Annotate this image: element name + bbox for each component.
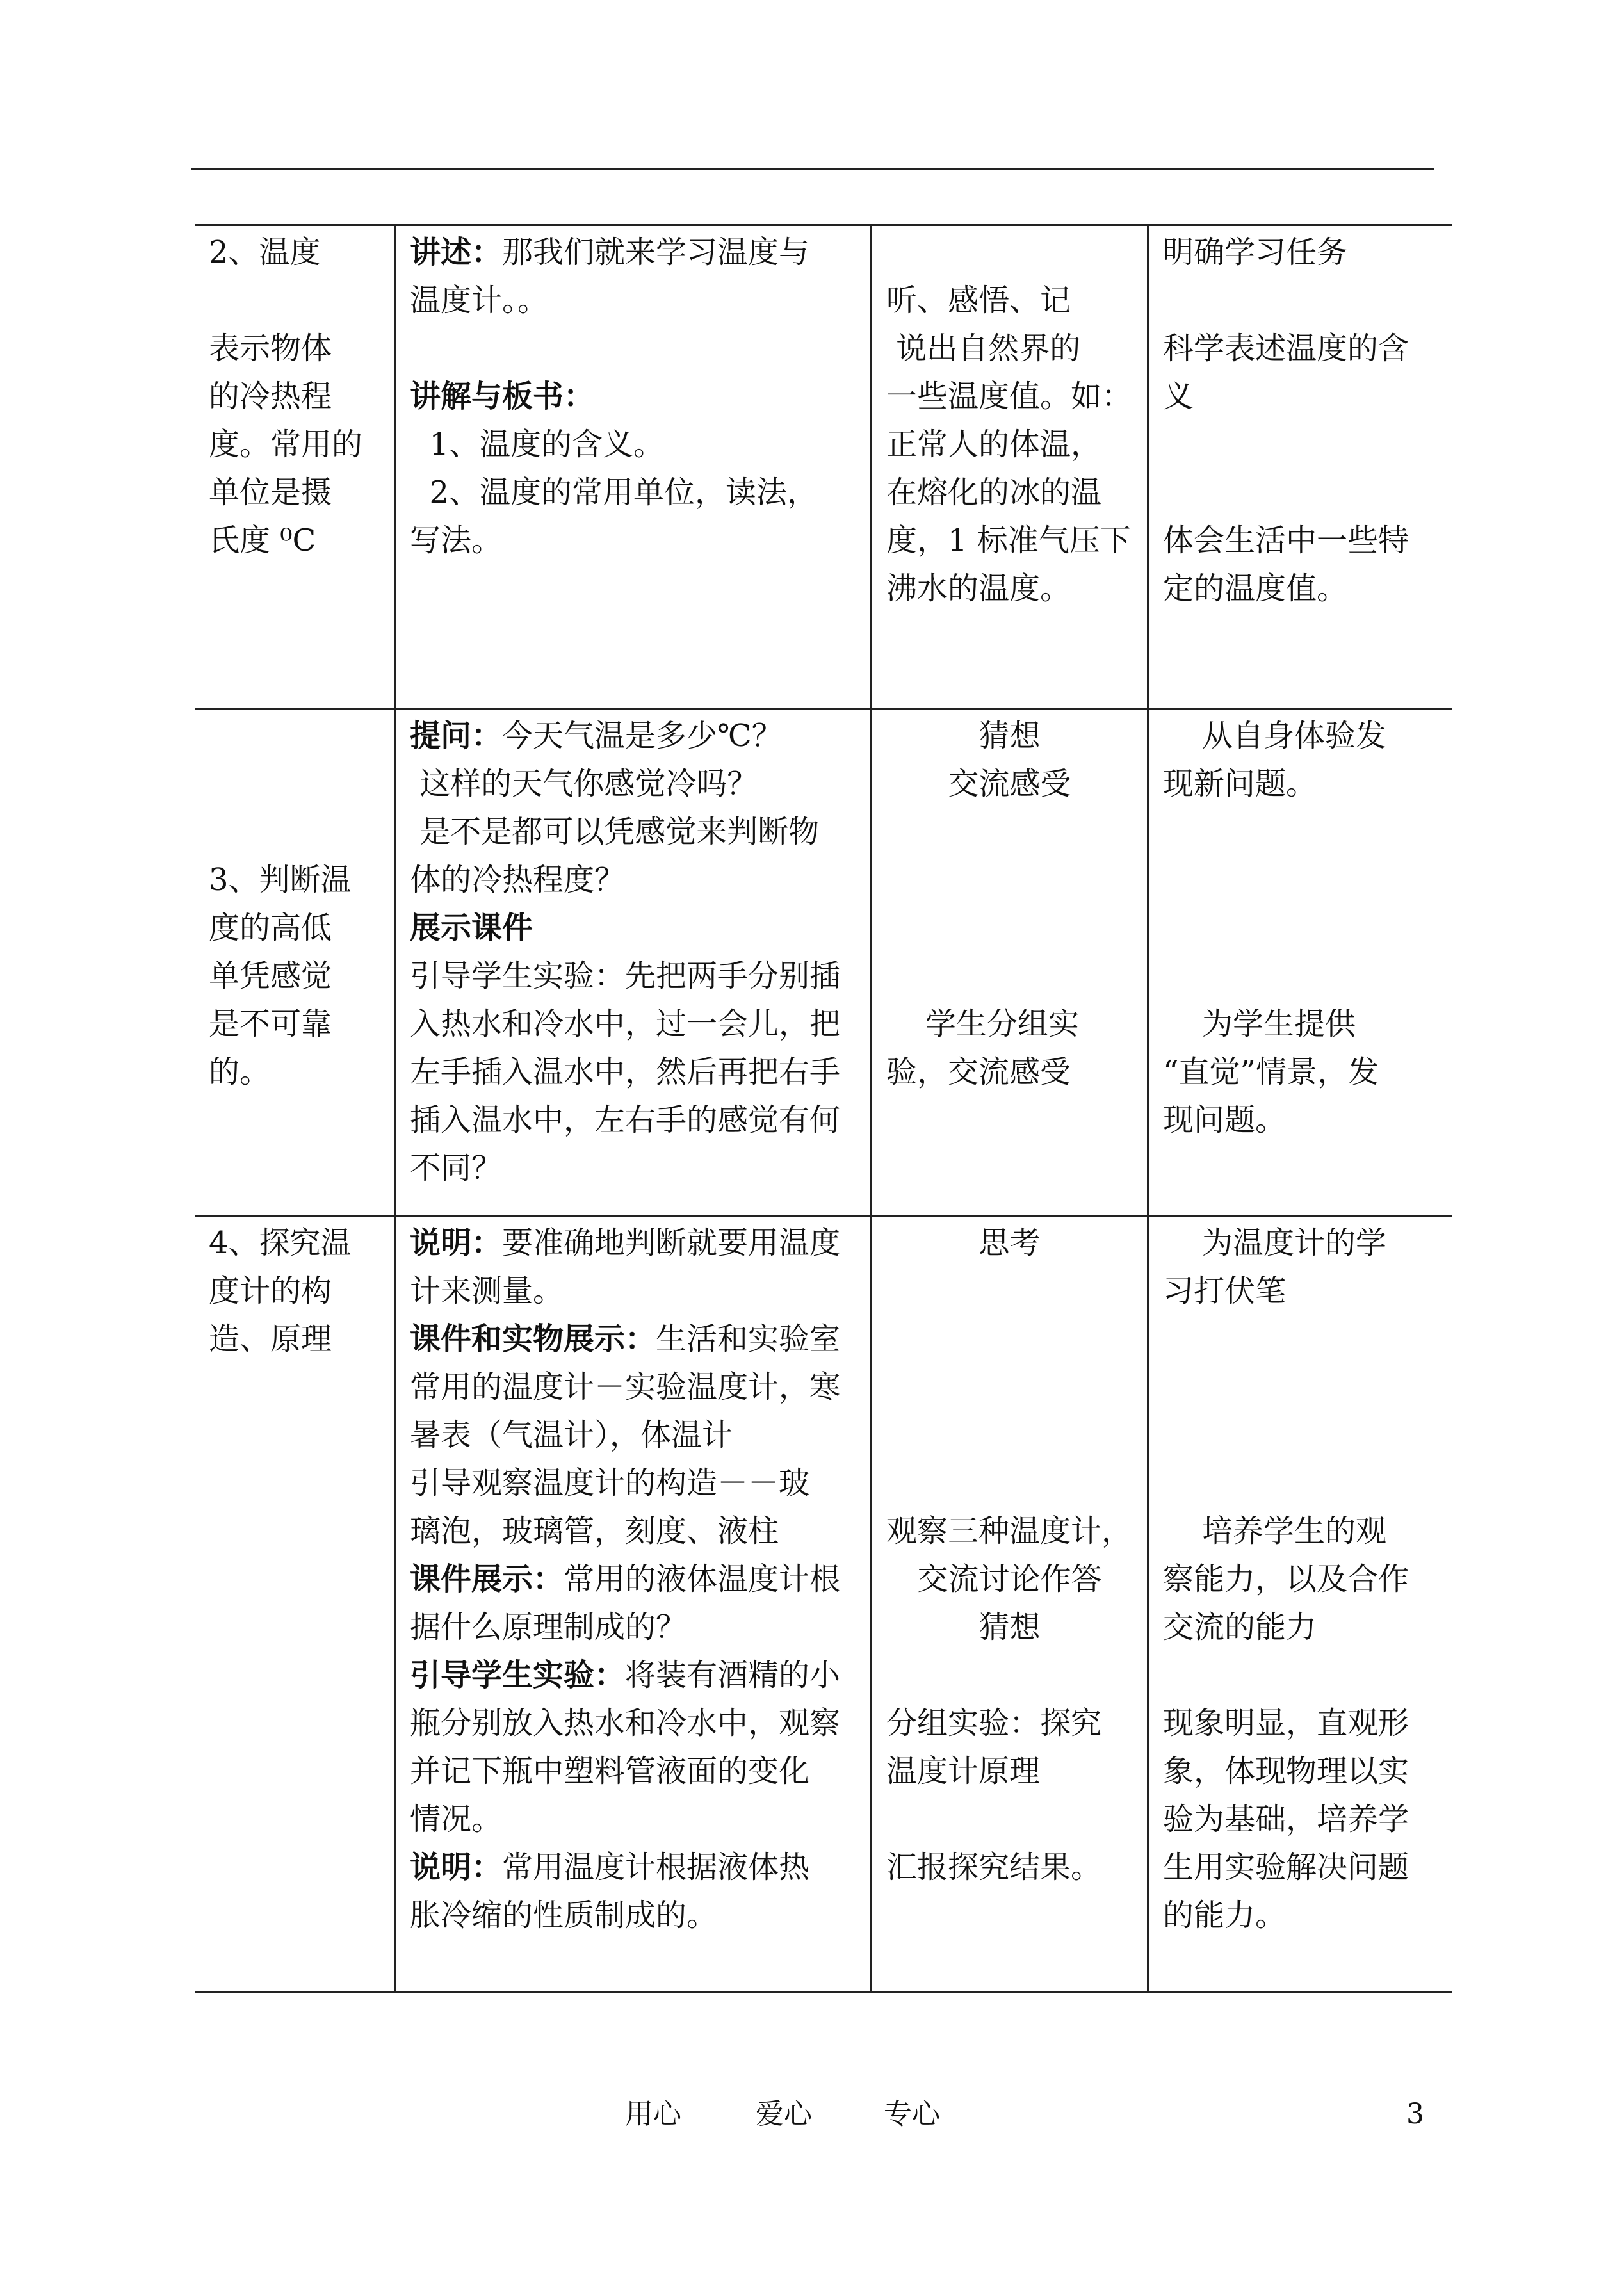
cell-line: 1、温度的含义。 xyxy=(410,426,665,462)
cell-line: 在熔化的冰的温 xyxy=(886,474,1102,510)
teacher-activity-cell xyxy=(395,709,872,1216)
cell-line: 科学表述温度的含 xyxy=(1163,330,1409,366)
cell-line: 度计的构 xyxy=(209,1273,332,1309)
cell-line: 引导学生实验：先把两手分别插 xyxy=(410,958,841,994)
cell-line: 的冷热程 xyxy=(209,378,332,414)
bold-lead: 提问： xyxy=(410,718,503,754)
spacer xyxy=(1163,421,1438,517)
cell-line: 据什么原理制成的？ xyxy=(410,1609,687,1645)
cell-line: 交流感受 xyxy=(948,766,1071,802)
cell-line: 写法。 xyxy=(410,523,503,558)
cell-line: 验为基础，培养学 xyxy=(1163,1801,1409,1837)
cell-line: 造、原理 xyxy=(209,1321,332,1357)
cell-line: 单凭感觉 xyxy=(209,958,332,994)
teacher-activity-cell xyxy=(395,225,872,709)
cell-line: 学生分组实 xyxy=(886,1006,1080,1042)
cell-line: 表示物体 xyxy=(209,330,332,366)
cell-line: 插入温水中，左右手的感觉有何 xyxy=(410,1102,841,1138)
spacer xyxy=(886,1459,1133,1507)
cell-line: 察能力，以及合作 xyxy=(1163,1561,1409,1597)
cell-line: 体会生活中一些特 xyxy=(1163,523,1409,558)
cell-line: 暑表（气温计），体温计 xyxy=(410,1417,733,1453)
cell-line: 沸水的温度。 xyxy=(886,571,1071,606)
design-intent-cell xyxy=(1148,1216,1453,1993)
cell-line: 从自身体验发 xyxy=(1163,718,1387,754)
cell-line: 正常人的体温， xyxy=(886,426,1102,462)
cell-line: 温度计原理 xyxy=(886,1753,1041,1789)
cell-line: 培养学生的观 xyxy=(1163,1513,1387,1549)
bold-lead: 课件展示： xyxy=(410,1561,564,1597)
bold-lead: 引导学生实验： xyxy=(410,1657,626,1693)
cell-line: 2、温度的常用单位，读法， xyxy=(410,474,818,510)
cell-line: 一些温度值。如： xyxy=(886,378,1133,414)
cell-line: 观察三种温度计， xyxy=(886,1513,1133,1549)
cell-line: 单位是摄 xyxy=(209,474,332,510)
cell-line: 是不是都可以凭感觉来判断物 xyxy=(410,814,820,850)
line-text: 将装有酒精的小 xyxy=(625,1657,841,1693)
cell-line: 胀冷缩的性质制成的。 xyxy=(410,1897,718,1933)
cell-line: 4、探究温 xyxy=(209,1225,352,1261)
cell-line: 度。常用的 xyxy=(209,426,363,462)
cell-line xyxy=(410,712,856,760)
cell-line: 是不可靠 xyxy=(209,1006,332,1042)
cell-line: 氏度 ⁰C xyxy=(209,523,316,558)
line-text: 今天气温是多少℃？ xyxy=(502,718,783,754)
cell-line: 温度计。。 xyxy=(410,282,549,318)
spacer xyxy=(886,229,1133,277)
cell-line: 为温度计的学 xyxy=(1163,1225,1387,1261)
cell-line: 猜想 xyxy=(978,718,1041,754)
page-number: 3 xyxy=(1406,2098,1424,2130)
cell-line: 这样的天气你感觉冷吗？ xyxy=(410,766,758,802)
cell-line: 2、温度 xyxy=(209,234,321,270)
cell-line: 听、感悟、记 xyxy=(886,282,1071,318)
cell-line: 并记下瓶中塑料管液面的变化 xyxy=(410,1753,810,1789)
spacer xyxy=(1163,277,1438,325)
footer-text-3: 专心 xyxy=(884,2098,940,2130)
line-text: 常用温度计根据液体热 xyxy=(502,1849,810,1885)
spacer xyxy=(1163,808,1438,1000)
bold-lead: 课件和实物展示： xyxy=(410,1321,656,1357)
cell-line xyxy=(410,1219,856,1267)
cell-line xyxy=(410,229,856,277)
bold-lead: 讲解与板书： xyxy=(410,378,595,414)
cell-line: 的。 xyxy=(209,1054,271,1090)
header-rule xyxy=(191,168,1434,170)
cell-line: 体的冷热程度？ xyxy=(410,862,626,898)
cell-line: 常用的温度计－实验温度计，寒 xyxy=(410,1369,841,1405)
cell-line: 引导观察温度计的构造－－玻 xyxy=(410,1465,810,1501)
line-text: 常用的液体温度计根 xyxy=(564,1561,841,1597)
spacer xyxy=(1163,1315,1438,1507)
cell-line: 义 xyxy=(1163,378,1194,414)
cell-line: 验，交流感受 xyxy=(886,1054,1071,1090)
cell-line: 交流讨论作答 xyxy=(917,1561,1102,1597)
cell-line: 度，1 标准气压下 xyxy=(886,523,1131,558)
bold-lead: 展示课件 xyxy=(410,910,533,946)
cell-line: 思考 xyxy=(978,1225,1041,1261)
content-cell xyxy=(195,1216,395,1993)
line-text: 生活和实验室 xyxy=(656,1321,841,1357)
cell-line: 的能力。 xyxy=(1163,1897,1287,1933)
cell-line: “直觉”情景，发 xyxy=(1163,1054,1379,1090)
spacer xyxy=(886,1267,1133,1459)
design-intent-cell xyxy=(1148,225,1453,709)
spacer xyxy=(1163,1651,1438,1699)
spacer xyxy=(209,712,380,856)
teacher-activity-cell xyxy=(395,1216,872,1993)
lesson-plan-table xyxy=(195,224,1452,1993)
student-activity-cell xyxy=(872,709,1148,1216)
cell-line: 瓶分别放入热水和冷水中，观察 xyxy=(410,1705,841,1741)
cell-line: 计来测量。 xyxy=(410,1273,564,1309)
table-row xyxy=(195,709,1452,1216)
cell-line: 为学生提供 xyxy=(1163,1006,1356,1042)
cell-line: 生用实验解决问题 xyxy=(1163,1849,1409,1885)
footer-text-1: 用心 xyxy=(625,2098,681,2130)
line-text: 要准确地判断就要用温度 xyxy=(502,1225,841,1261)
spacer xyxy=(886,808,1133,1000)
cell-line: 习打伏笔 xyxy=(1163,1273,1287,1309)
content-cell xyxy=(195,225,395,709)
cell-line: 度的高低 xyxy=(209,910,332,946)
cell-line: 现新问题。 xyxy=(1163,766,1317,802)
cell-line: 不同？ xyxy=(410,1150,503,1186)
cell-line: 璃泡，玻璃管，刻度、液柱 xyxy=(410,1513,779,1549)
content-cell xyxy=(195,709,395,1216)
footer-text-2: 爱心 xyxy=(756,2098,812,2130)
spacer xyxy=(886,1796,1133,1844)
cell-line: 左手插入温水中，然后再把右手 xyxy=(410,1054,841,1090)
design-intent-cell xyxy=(1148,709,1453,1216)
cell-line xyxy=(410,1315,856,1363)
cell-line: 现问题。 xyxy=(1163,1102,1287,1138)
cell-line: 说出自然界的 xyxy=(886,330,1081,366)
cell-line: 汇报探究结果。 xyxy=(886,1849,1102,1885)
line-text: 那我们就来学习温度与 xyxy=(502,234,810,270)
cell-line: 明确学习任务 xyxy=(1163,234,1348,270)
cell-line: 象，体现物理以实 xyxy=(1163,1753,1409,1789)
cell-line: 分组实验：探究 xyxy=(886,1705,1102,1741)
table-row xyxy=(195,225,1452,709)
cell-line: 情况。 xyxy=(410,1801,503,1837)
spacer xyxy=(209,277,380,325)
cell-line xyxy=(410,1651,856,1699)
student-activity-cell xyxy=(872,225,1148,709)
student-activity-cell xyxy=(872,1216,1148,1993)
cell-line: 入热水和冷水中，过一会儿，把 xyxy=(410,1006,841,1042)
bold-lead: 讲述： xyxy=(410,234,503,270)
cell-line: 3、判断温 xyxy=(209,862,352,898)
bold-lead: 说明： xyxy=(410,1225,503,1261)
cell-line: 猜想 xyxy=(978,1609,1041,1645)
spacer xyxy=(886,1651,1133,1699)
bold-lead: 说明： xyxy=(410,1849,503,1885)
spacer xyxy=(410,325,856,373)
cell-line: 交流的能力 xyxy=(1163,1609,1317,1645)
cell-line xyxy=(410,1555,856,1603)
table-row xyxy=(195,1216,1452,1993)
cell-line: 定的温度值。 xyxy=(1163,571,1348,606)
cell-line xyxy=(410,1844,856,1892)
cell-line: 现象明显，直观形 xyxy=(1163,1705,1409,1741)
